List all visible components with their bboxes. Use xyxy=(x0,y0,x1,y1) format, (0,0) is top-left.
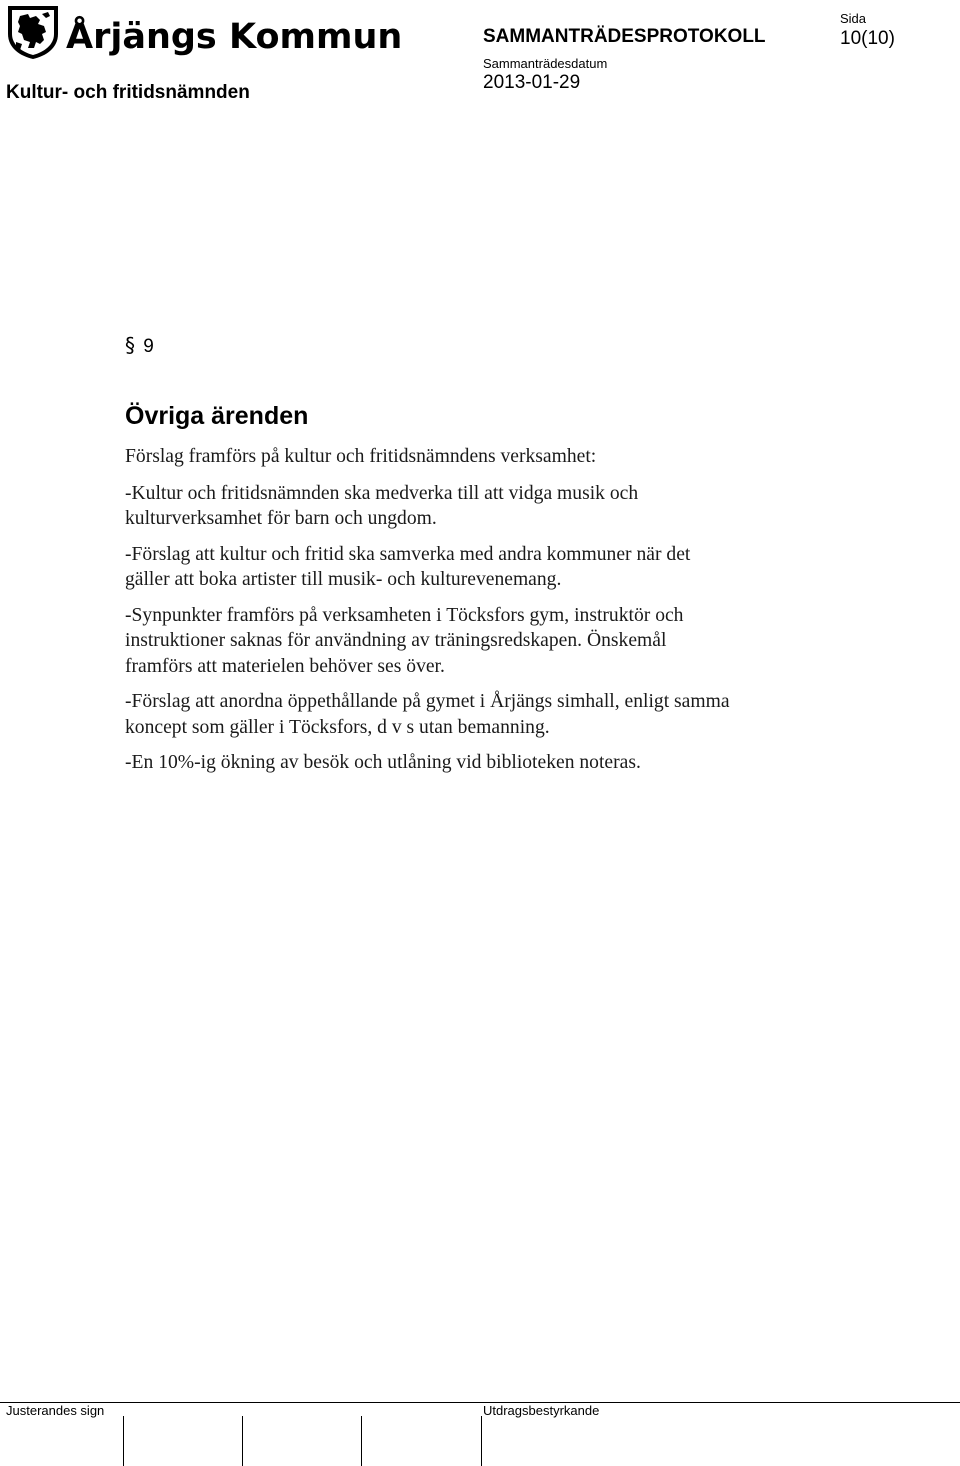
footer-divider xyxy=(0,1402,960,1403)
coat-of-arms-icon xyxy=(6,4,403,60)
logo-wordmark: Årjängs Kommun xyxy=(66,17,403,57)
page-label: Sida xyxy=(840,11,867,26)
section-symbol: § xyxy=(125,333,135,357)
footer-certification-label: Utdragsbestyrkande xyxy=(483,1403,600,1418)
signature-box-divider xyxy=(242,1416,243,1466)
paragraph: -Förslag att kultur och fritid ska samverka med andra kommuner när det gäller att boka artister till musik- och kulturevenemang. xyxy=(125,543,691,590)
signature-box-divider xyxy=(481,1416,482,1466)
signature-box-divider xyxy=(123,1416,124,1466)
municipality-logo xyxy=(6,4,403,60)
section-number xyxy=(125,333,154,358)
organization-name: Kultur- och fritidsnämnden xyxy=(6,82,250,103)
page-number: 10(10) xyxy=(840,28,895,49)
date-label: Sammanträdesdatum xyxy=(483,56,608,71)
paragraph: Förslag framförs på kultur och fritidsnämndens verksamhet: xyxy=(125,446,597,467)
paragraph: -En 10%-ig ökning av besök och utlåning vid biblioteken noteras. xyxy=(125,752,641,773)
paragraph: -Förslag att anordna öppethållande på gymet i Årjängs simhall, enligt samma koncept som gäller i Töcksfors, d v s utan bemanning. xyxy=(125,691,730,738)
paragraph: -Kultur och fritidsnämnden ska medverka till att vidga musik och kulturverksamhet för barn och ungdom. xyxy=(125,482,639,529)
paragraph: -Synpunkter framförs på verksamheten i Töcksfors gym, instruktör och instruktioner saknas för användning av träningsredskapen. Önskemål framförs att materielen behöver ses över. xyxy=(125,604,684,677)
footer-sign-label: Justerandes sign xyxy=(6,1403,105,1418)
section-body xyxy=(125,444,825,786)
signature-box-divider xyxy=(361,1416,362,1466)
section-heading: Övriga ärenden xyxy=(125,402,309,430)
document-type: SAMMANTRÄDESPROTOKOLL xyxy=(483,26,766,47)
meeting-date: 2013-01-29 xyxy=(483,72,581,93)
section-number-value: 9 xyxy=(143,336,154,357)
